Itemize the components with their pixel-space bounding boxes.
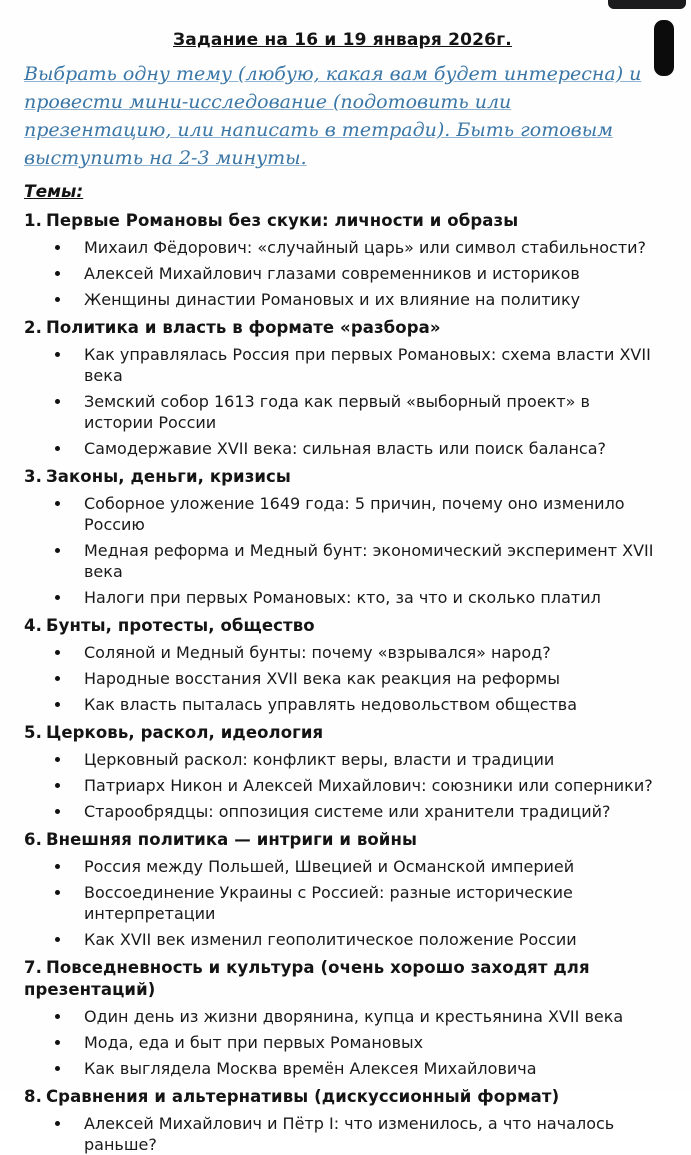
topic-item: Патриарх Никон и Алексей Михайлович: союзники или соперники? [24, 775, 661, 796]
topic-list [24, 856, 661, 950]
assignment-title: Задание на 16 и 19 января 2026г. [173, 30, 512, 50]
topic-list [24, 642, 661, 715]
section-3 [24, 466, 661, 608]
topic-item: Воссоединение Украины с Россией: разные исторические интерпретации [24, 882, 661, 924]
section-heading-text: Сравнения и альтернативы (дискуссионный формат) [45, 1087, 560, 1106]
section-number: 7. [24, 958, 42, 977]
section-1 [24, 210, 661, 310]
topic-item: Мода, еда и быт при первых Романовых [24, 1032, 661, 1053]
section-heading-text: Церковь, раскол, идеология [45, 723, 324, 742]
section-2 [24, 317, 661, 459]
topic-list [24, 493, 661, 608]
section-title-1 [24, 210, 661, 232]
topic-item: Как власть пыталась управлять недовольством общества [24, 694, 661, 715]
topic-item: Один день из жизни дворянина, купца и крестьянина XVII века [24, 1006, 661, 1027]
section-title-6 [24, 829, 661, 851]
topic-item: Соборное уложение 1649 года: 5 причин, почему оно изменило Россию [24, 493, 661, 535]
topic-item: Народные восстания XVII века как реакция на реформы [24, 668, 661, 689]
section-heading-text: Законы, деньги, кризисы [45, 467, 291, 486]
section-number: 6. [24, 830, 42, 849]
topic-list [24, 1113, 661, 1155]
section-number: 1. [24, 211, 42, 230]
topic-list [24, 1006, 661, 1079]
section-6 [24, 829, 661, 950]
section-number: 3. [24, 467, 42, 486]
scrollbar-thumb[interactable] [654, 20, 674, 76]
topic-item: Самодержавие XVII века: сильная власть или поиск баланса? [24, 438, 661, 459]
section-7 [24, 957, 661, 1079]
section-heading-text: Внешняя политика — интриги и войны [45, 830, 417, 849]
topic-item: Россия между Польшей, Швецией и Османской империей [24, 856, 661, 877]
topic-item: Алексей Михайлович глазами современников и историков [24, 263, 661, 284]
section-number: 5. [24, 723, 42, 742]
topic-item: Соляной и Медный бунты: почему «взрывался» народ? [24, 642, 661, 663]
section-heading-text: Повседневность и культура (очень хорошо заходят для презентаций) [24, 958, 590, 999]
section-heading-text: Политика и власть в формате «разбора» [45, 318, 441, 337]
themes-label: Темы: [24, 182, 84, 202]
topic-list [24, 344, 661, 459]
topic-item: Церковный раскол: конфликт веры, власти и традиции [24, 749, 661, 770]
section-4 [24, 615, 661, 715]
device-frame-corner [608, 0, 686, 9]
section-title-5 [24, 722, 661, 744]
section-number: 8. [24, 1087, 42, 1106]
topic-list [24, 749, 661, 822]
topic-item: Алексей Михайлович и Пётр I: что изменилось, а что началось раньше? [24, 1113, 661, 1155]
assignment-instructions: Выбрать одну тему (любую, какая вам будет интересна) и провести мини-исследование (подотовить или презентацию, или написать в тетради). Быть готовым выступить на 2-3 минуты. [24, 63, 642, 169]
topic-item: Как выглядела Москва времён Алексея Михайловича [24, 1058, 661, 1079]
topic-item: Медная реформа и Медный бунт: экономический эксперимент XVII века [24, 540, 661, 582]
topic-list [24, 237, 661, 310]
section-number: 2. [24, 318, 42, 337]
section-title-3 [24, 466, 661, 488]
section-5 [24, 722, 661, 822]
section-heading-text: Первые Романовы без скуки: личности и образы [45, 211, 519, 230]
topic-item: Старообрядцы: оппозиция системе или хранители традиций? [24, 801, 661, 822]
section-title-2 [24, 317, 661, 339]
topic-item: Налоги при первых Романовых: кто, за что и сколько платил [24, 587, 661, 608]
section-title-7 [24, 957, 661, 1001]
section-number: 4. [24, 616, 42, 635]
section-heading-text: Бунты, протесты, общество [45, 616, 315, 635]
section-title-4 [24, 615, 661, 637]
topic-item: Михаил Фёдорович: «случайный царь» или символ стабильности? [24, 237, 661, 258]
topic-item: Как управлялась Россия при первых Романовых: схема власти XVII века [24, 344, 661, 386]
topic-item: Женщины династии Романовых и их влияние на политику [24, 289, 661, 310]
topic-item: Земский собор 1613 года как первый «выборный проект» в истории России [24, 391, 661, 433]
section-8 [24, 1086, 661, 1155]
section-title-8 [24, 1086, 661, 1108]
topic-item: Как XVII век изменил геополитическое положение России [24, 929, 661, 950]
